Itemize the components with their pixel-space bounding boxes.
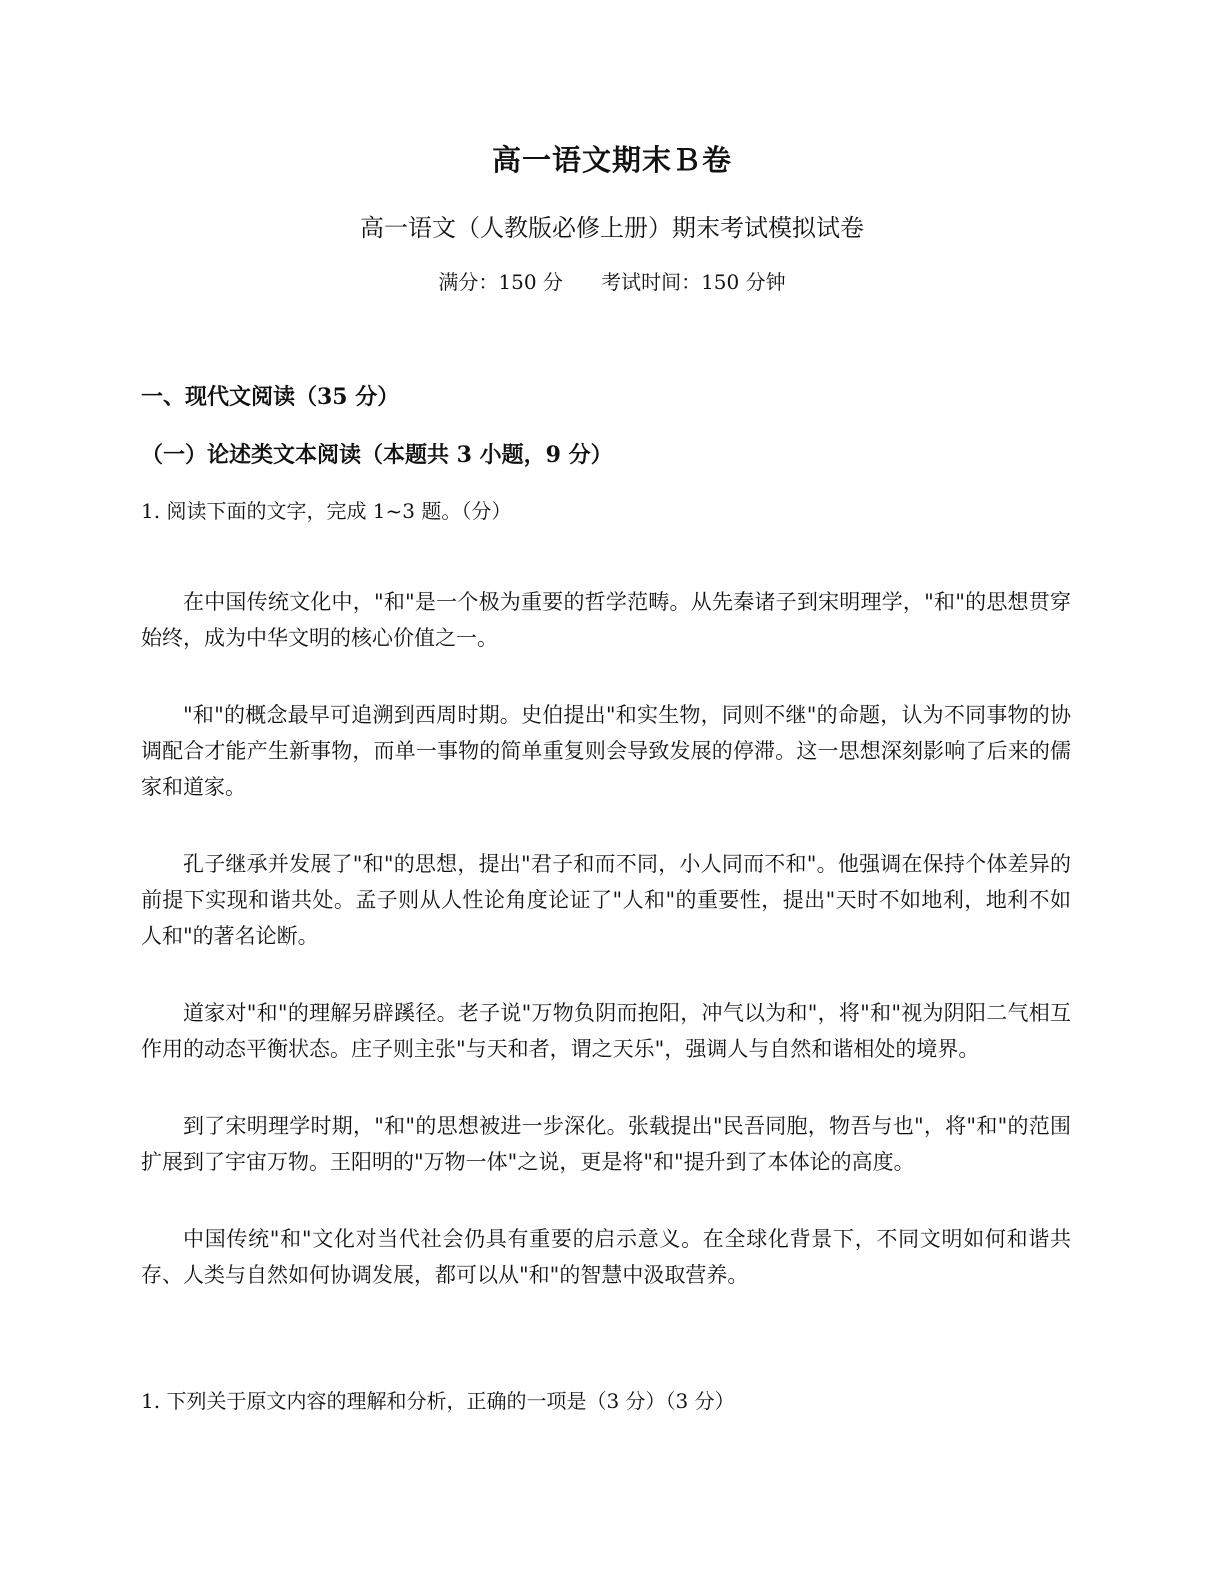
exam-title: 高一语文期末Ｂ卷 — [491, 143, 732, 177]
exam-subtitle: 高一语文（人教版必修上册）期末考试模拟试卷 — [360, 214, 864, 242]
passage-paragraph-6: 中国传统"和"文化对当代社会仍具有重要的启示意义。在全球化背景下，不同文明如何和谐共存、人类与自然如何协调发展，都可以从"和"的智慧中汲取营养。 — [141, 1227, 1071, 1287]
reading-instruction: 1. 阅读下面的文字，完成 1~3 题。（分） — [141, 499, 512, 523]
exam-meta: 满分：150 分 考试时间：150 分钟 — [438, 270, 786, 294]
reading-passage — [141, 584, 1071, 1334]
passage-paragraph-5: 到了宋明理学时期，"和"的思想被进一步深化。张载提出"民吾同胞，物吾与也"，将"和"的范围扩展到了宇宙万物。王阳明的"万物一体"之说，更是将"和"提升到了本体论的高度。 — [141, 1114, 1071, 1174]
passage-paragraph-4: 道家对"和"的理解另辟蹊径。老子说"万物负阴而抱阳，冲气以为和"，将"和"视为阴阳二气相互作用的动态平衡状态。庄子则主张"与天和者，谓之天乐"，强调人与自然和谐相处的境界。 — [141, 1001, 1071, 1061]
question-1: 1. 下列关于原文内容的理解和分析，正确的一项是（3 分）（3 分） — [141, 1389, 735, 1413]
sub-heading: （一）论述类文本阅读（本题共 3 小题，9 分） — [141, 442, 613, 468]
section-heading: 一、现代文阅读（35 分） — [141, 384, 400, 410]
passage-paragraph-2: "和"的概念最早可追溯到西周时期。史伯提出"和实生物，同则不继"的命题，认为不同事物的协调配合才能产生新事物，而单一事物的简单重复则会导致发展的停滞。这一思想深刻影响了后来的儒家和道家。 — [141, 703, 1071, 799]
passage-paragraph-3: 孔子继承并发展了"和"的思想，提出"君子和而不同，小人同而不和"。他强调在保持个体差异的前提下实现和谐共处。孟子则从人性论角度论证了"人和"的重要性，提出"天时不如地利，地利不如人和"的著名论断。 — [141, 852, 1071, 948]
passage-paragraph-1: 在中国传统文化中，"和"是一个极为重要的哲学范畴。从先秦诸子到宋明理学，"和"的思想贯穿始终，成为中华文明的核心价值之一。 — [141, 590, 1071, 650]
